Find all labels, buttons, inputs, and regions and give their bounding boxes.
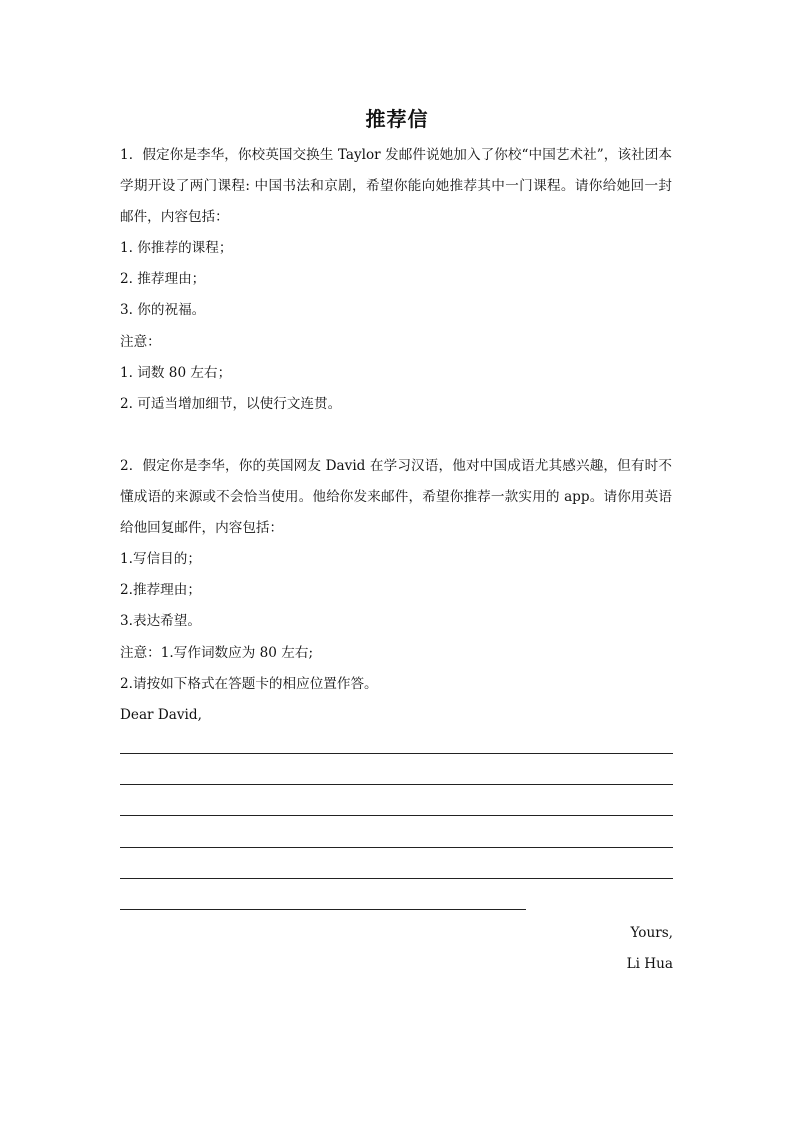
- page-title: 推荐信: [365, 107, 429, 131]
- writing-line: [120, 847, 673, 848]
- writing-line: [120, 878, 673, 879]
- q2-point-1: 1.写信目的；: [120, 551, 201, 567]
- q2-line-1: 2．假定你是李华，你的英国网友 David 在学习汉语，他对中国成语尤其感兴趣，但有时不: [120, 458, 672, 474]
- letter-greeting: Dear David,: [120, 707, 202, 723]
- q1-point-2: 2. 推荐理由；: [120, 271, 206, 287]
- q1-point-1: 1. 你推荐的课程；: [120, 240, 233, 256]
- q2-note-1: 注意：1.写作词数应为 80 左右;: [120, 645, 314, 661]
- q2-line-3: 给他回复邮件，内容包括：: [120, 520, 284, 536]
- q1-line-1: 1．假定你是李华，你校英国交换生 Taylor 发邮件说她加入了你校“中国艺术社”，该社团本: [120, 147, 672, 163]
- q2-line-2: 懂成语的来源或不会恰当使用。他给你发来邮件，希望你推荐一款实用的 app。请你用英语: [120, 489, 672, 505]
- q2-note-2: 2.请按如下格式在答题卡的相应位置作答。: [120, 676, 378, 692]
- writing-line: [120, 784, 673, 785]
- writing-line: [120, 909, 526, 910]
- letter-closing: Yours,: [630, 925, 673, 941]
- q1-note-label: 注意：: [120, 334, 161, 350]
- q1-point-3: 3. 你的祝福。: [120, 302, 206, 318]
- q1-line-3: 邮件，内容包括：: [120, 209, 229, 225]
- q1-note-2: 2. 可适当增加细节，以使行文连贯。: [120, 396, 342, 412]
- q2-point-3: 3.表达希望。: [120, 613, 201, 629]
- writing-line: [120, 753, 673, 754]
- q2-point-2: 2.推荐理由；: [120, 582, 201, 598]
- q1-note-1: 1. 词数 80 左右；: [120, 365, 232, 381]
- q1-line-2: 学期开设了两门课程: 中国书法和京剧，希望你能向她推荐其中一门课程。请你给她回一封: [120, 178, 672, 194]
- letter-signature: Li Hua: [626, 956, 673, 972]
- writing-line: [120, 815, 673, 816]
